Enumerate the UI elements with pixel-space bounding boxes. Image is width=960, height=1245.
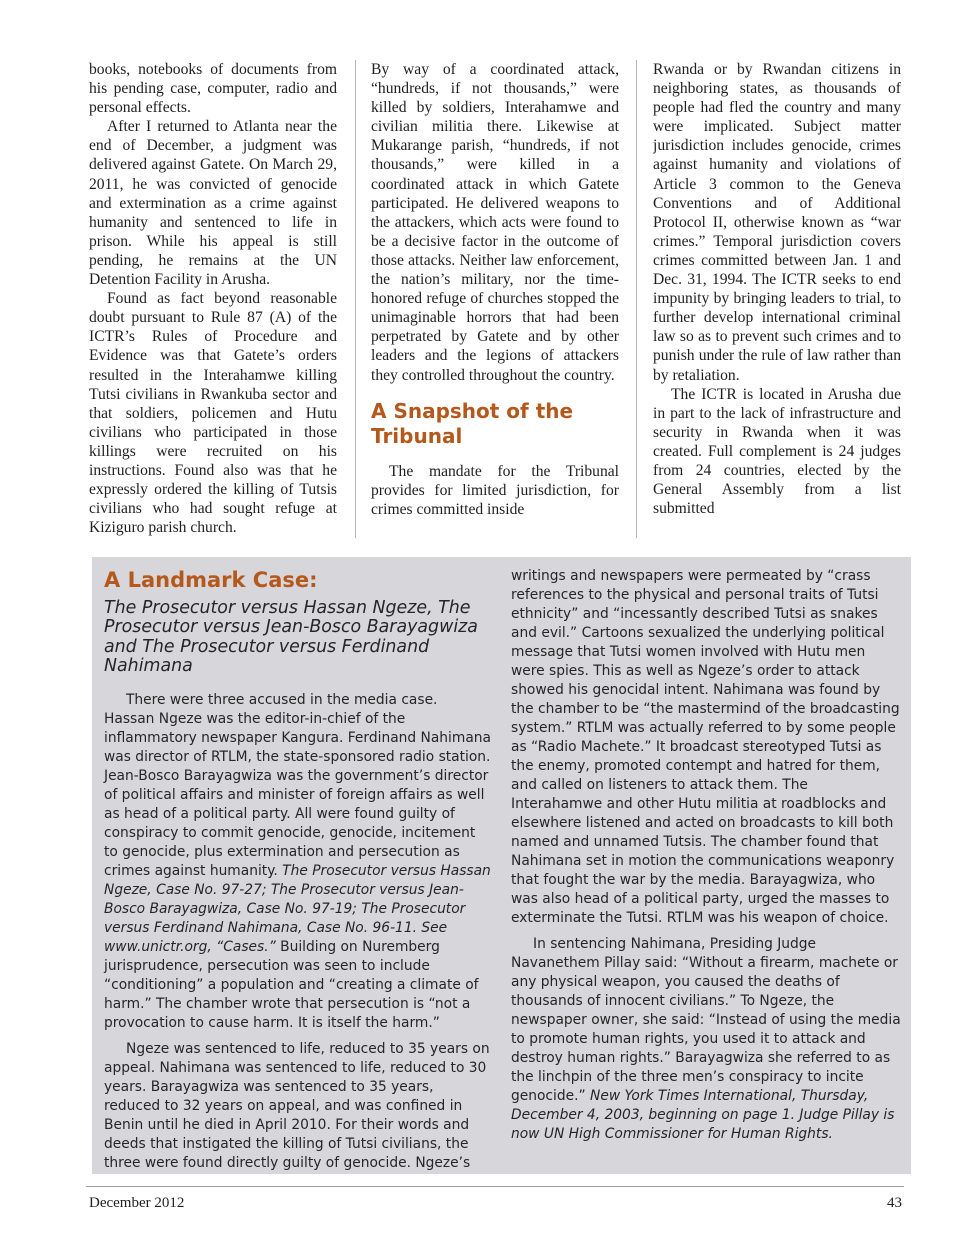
article-column-1	[89, 60, 337, 540]
case-citation: The Prosecutor versus Hassan Ngeze, Case No. 97-27; The Prosecutor versus Jean-Bosco Barayagwiza, Case No. 97-19; The Prosecutor versus Ferdinand Nahimana, Case No. 96-11. See www.unictr.org, “Cases.”	[104, 862, 491, 955]
body-paragraph: Rwanda or by Rwandan citizens in neighboring states, as thousands of people had fled the country and many were implicated. Subject matter jurisdiction includes genocide, crimes against humanity and violations of Article 3 common to the Geneva Conventions and of Additional Protocol II, otherwise known as “war crimes.” Temporal jurisdiction covers crimes committed between Jan. 1 and Dec. 31, 1994. The ICTR seeks to end impunity by bringing leaders to trial, to further develop international criminal law so as to prevent such crimes and to punish under the rule of law rather than by retaliation.	[653, 61, 901, 384]
sidebar-paragraph	[511, 935, 901, 1144]
sidebar-paragraph	[104, 691, 491, 1033]
body-paragraph: books, notebooks of documents from his pending case, computer, radio and personal effects.	[89, 61, 337, 117]
landmark-case-sidebar	[92, 557, 911, 1174]
sidebar-text: In sentencing Nahimana, Presiding Judge Navanethem Pillay said: “Without a firearm, machete or any physical weapon, you caused the deaths of thousands of innocent civilians.” To Ngeze, the newspaper owner, she said: “Instead of using the media to promote human rights, you used it to attack and destroy human rights.” Barayagwiza she referred to as the linchpin of the three men’s conspiracy to incite genocide.”	[511, 936, 901, 1104]
body-paragraph: The mandate for the Tribunal provides for limited jurisdiction, for crimes committed inside	[371, 462, 619, 518]
column-divider	[355, 60, 356, 538]
body-paragraph: By way of a coordinated attack, “hundreds, if not thousands,” were killed by soldiers, Interahamwe and civilian militia there. Likewise at Mukarange parish, “hundreds, if not thousands,” were killed in a coordinated attack in which Gatete participated. He delivered weapons to the attackers, which acts were found to be a decisive factor in the outcome of those attacks. Neither law enforcement, the nation’s military, nor the time-honored refuge of churches stopped the unimaginable horrors that had been perpetrated by Gatete and by other leaders and the legions of attackers they controlled throughout the country.	[371, 61, 619, 384]
sidebar-paragraph: writings and newspapers were permeated by “crass references to the physical and personal traits of Tutsi ethnicity” and “incessantly described Tutsi as snakes and evil.” Cartoons sexualized the underlying political message that Tutsi women involved with Hutu men were spies. This as well as Ngeze’s order to attack showed his genocidal intent. Nahimana was found by the chamber to be “the mastermind of the broadcasting system.” RTLM was actually referred to by some people as “Radio Machete.” It broadcast stereotyped Tutsi as the enemy, promoted contempt and hatred for them, and called on listeners to attack them. The Interahamwe and other Hutu militia at roadblocks and elsewhere listened and acted on broadcasts to kill both named and unnamed Tutsis. The chamber found that Nahimana set in motion the communications weaponry that fought the war by the media. Barayagwiza, who was also head of a political party, urged the masses to exterminate the Tutsi. RTLM was his weapon of choice.	[511, 568, 900, 926]
body-paragraph: The ICTR is located in Arusha due in part to the lack of infrastructure and security in Rwanda when it was created. Full complement is 24 judges from 24 countries, elected by the General Assembly from a list submitted	[653, 385, 901, 518]
section-heading: A Snapshot of the Tribunal	[371, 398, 574, 448]
sidebar-paragraph: Ngeze was sentenced to life, reduced to 35 years on appeal. Nahimana was sentenced to life, reduced to 30 years. Barayagwiza was sentenced to 35 years, reduced to 32 years on appeal, and was confined in Benin until he died in April 2010. For their words and deeds that instigated the killing of Tutsi civilians, the three were found directly guilty of genocide. Ngeze’s	[104, 1040, 490, 1171]
sidebar-subtitle: The Prosecutor versus Hassan Ngeze, The Prosecutor versus Jean-Bosco Barayagwiza and The Prosecutor versus Ferdinand Nahimana	[104, 598, 478, 677]
article-column-3	[653, 60, 901, 540]
footer-divider	[86, 1186, 904, 1187]
sidebar-left-column	[104, 567, 491, 1174]
article-column-2	[371, 60, 619, 540]
sidebar-text: Building on Nuremberg jurisprudence, persecution was seen to include “conditioning” a population and “creating a climate of harm.” The chamber wrote that persecution is “not a provocation to cause harm. It is itself the harm.”	[104, 938, 479, 1031]
sidebar-title: A Landmark Case:	[104, 568, 318, 592]
body-paragraph: After I returned to Atlanta near the end of December, a judgment was delivered against Gatete. On March 29, 2011, he was convicted of genocide and extermination as a crime against humanity and sentenced to life in prison. While his appeal is still pending, he remains at the UN Detention Facility in Arusha.	[89, 118, 337, 289]
page-number: 43	[887, 1195, 902, 1211]
body-paragraph: Found as fact beyond reasonable doubt pursuant to Rule 87 (A) of the ICTR’s Rules of Procedure and Evidence was that Gatete’s orders resulted in the Interahamwe killing Tutsi civilians in Rwankuba sector and that soldiers, policemen and Hutu civilians who participated in those killings were recruited on his instructions. Found also was that he expressly ordered the killing of Tutsis civilians who had sought refuge at Kiziguro parish church.	[89, 290, 337, 537]
sidebar-right-column	[511, 567, 901, 1151]
column-divider	[636, 60, 637, 538]
footer-date: December 2012	[89, 1195, 185, 1211]
sidebar-text: There were three accused in the media case. Hassan Ngeze was the editor-in-chief of the inflammatory newspaper Kangura. Ferdinand Nahimana was director of RTLM, the state-sponsored radio station. Jean-Bosco Barayagwiza was the government’s director of political affairs and minister of foreign affairs as well as head of a political party. All were found guilty of conspiracy to commit genocide, genocide, incitement to genocide, plus extermination and persecution as crimes against humanity.	[104, 691, 491, 879]
source-citation: New York Times International, Thursday, December 4, 2003, beginning on page 1. Judge Pillay is now UN High Commissioner for Human Rights.	[511, 1088, 895, 1142]
